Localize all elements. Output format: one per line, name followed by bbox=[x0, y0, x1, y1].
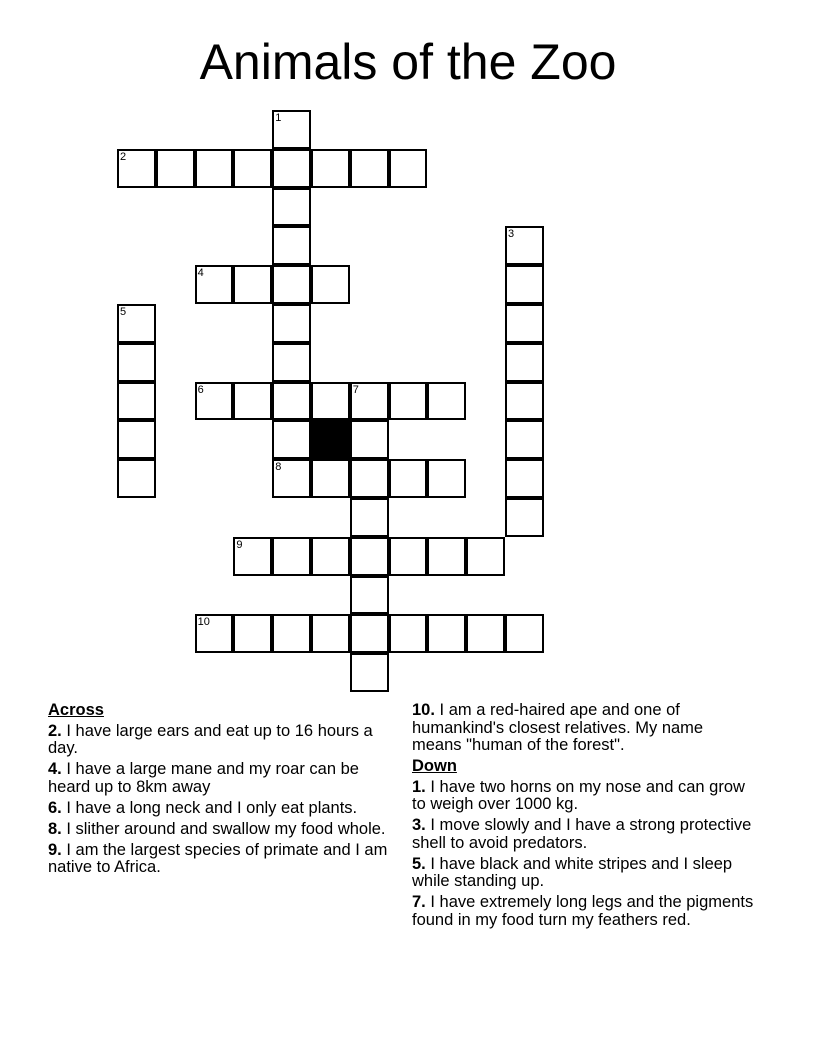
crossword-cell[interactable] bbox=[505, 226, 544, 265]
crossword-cell[interactable] bbox=[272, 382, 311, 421]
crossword-cell[interactable] bbox=[350, 420, 389, 459]
crossword-cell[interactable] bbox=[272, 149, 311, 188]
clue-text: I have a large mane and my roar can be heard up to 8km away bbox=[48, 760, 359, 796]
crossword-cell[interactable] bbox=[350, 149, 389, 188]
crossword-cell[interactable] bbox=[427, 537, 466, 576]
clue-text: I have extremely long legs and the pigments found in my food turn my feathers red. bbox=[412, 893, 754, 929]
clue-number: 9 bbox=[236, 538, 243, 551]
crossword-cell[interactable] bbox=[272, 343, 311, 382]
crossword-cell[interactable] bbox=[117, 343, 156, 382]
crossword-cell[interactable] bbox=[311, 614, 350, 653]
page-title: Animals of the Zoo bbox=[199, 34, 617, 90]
crossword-cell[interactable] bbox=[505, 265, 544, 304]
clue-number-label: 9. bbox=[48, 840, 62, 859]
crossword-cell[interactable] bbox=[389, 537, 428, 576]
crossword-cell[interactable] bbox=[272, 110, 311, 149]
clue-number: 7 bbox=[352, 383, 359, 396]
crossword-cell[interactable] bbox=[233, 382, 272, 421]
crossword-cell[interactable] bbox=[311, 459, 350, 498]
crossword-cell[interactable] bbox=[350, 576, 389, 615]
clues-right-column bbox=[412, 702, 757, 933]
clue bbox=[412, 856, 757, 891]
clue-number-label: 5. bbox=[412, 854, 426, 873]
crossword-cell[interactable] bbox=[195, 614, 234, 653]
crossword-cell[interactable] bbox=[505, 498, 544, 537]
down-clue-list bbox=[412, 779, 757, 930]
clue-text: I have black and white stripes and I sleep while standing up. bbox=[412, 854, 733, 890]
across-clue-list-continued bbox=[412, 702, 757, 755]
crossword-cell[interactable] bbox=[427, 459, 466, 498]
crossword-cell[interactable] bbox=[505, 614, 544, 653]
across-heading: Across bbox=[48, 701, 104, 719]
clue-number-label: 6. bbox=[48, 798, 62, 817]
crossword-cell[interactable] bbox=[272, 226, 311, 265]
black-square bbox=[311, 420, 350, 459]
crossword-cell[interactable] bbox=[311, 149, 350, 188]
crossword-cell[interactable] bbox=[427, 614, 466, 653]
crossword-cell[interactable] bbox=[233, 614, 272, 653]
clue bbox=[412, 702, 757, 755]
crossword-cell[interactable] bbox=[427, 382, 466, 421]
clue-text: I am a red-haired ape and one of humankind's closest relatives. My name means "human of the forest". bbox=[412, 701, 704, 754]
clue-number-label: 8. bbox=[48, 819, 62, 838]
crossword-cell[interactable] bbox=[117, 149, 156, 188]
clue bbox=[48, 761, 393, 796]
crossword-cell[interactable] bbox=[311, 382, 350, 421]
clue-text: I slither around and swallow my food whole. bbox=[61, 819, 386, 838]
clue-number-label: 2. bbox=[48, 721, 62, 740]
crossword-cell[interactable] bbox=[389, 382, 428, 421]
crossword-cell[interactable] bbox=[195, 265, 234, 304]
crossword-cell[interactable] bbox=[272, 459, 311, 498]
crossword-cell[interactable] bbox=[195, 382, 234, 421]
crossword-cell[interactable] bbox=[311, 537, 350, 576]
clue bbox=[48, 842, 393, 877]
crossword-cell[interactable] bbox=[350, 537, 389, 576]
clue-number-label: 10. bbox=[412, 701, 435, 719]
clue-number: 1 bbox=[275, 112, 282, 124]
crossword-cell[interactable] bbox=[350, 459, 389, 498]
clue bbox=[412, 894, 757, 929]
crossword-cell[interactable] bbox=[272, 265, 311, 304]
crossword-cell[interactable] bbox=[117, 420, 156, 459]
crossword-cell[interactable] bbox=[466, 614, 505, 653]
crossword-cell[interactable] bbox=[350, 382, 389, 421]
crossword-cell[interactable] bbox=[505, 382, 544, 421]
crossword-cell[interactable] bbox=[117, 304, 156, 343]
clue bbox=[412, 817, 757, 852]
crossword-cell[interactable] bbox=[272, 188, 311, 227]
crossword-cell[interactable] bbox=[117, 459, 156, 498]
clue bbox=[412, 779, 757, 814]
crossword-cell[interactable] bbox=[350, 653, 389, 692]
across-clue-list bbox=[48, 723, 393, 877]
clue-number: 4 bbox=[197, 267, 204, 280]
crossword-cell[interactable] bbox=[389, 614, 428, 653]
crossword-cell[interactable] bbox=[505, 459, 544, 498]
crossword-cell[interactable] bbox=[233, 149, 272, 188]
clue bbox=[48, 821, 393, 839]
clue-text: I move slowly and I have a strong protective shell to avoid predators. bbox=[412, 816, 752, 852]
crossword-cell[interactable] bbox=[505, 343, 544, 382]
crossword-cell[interactable] bbox=[389, 459, 428, 498]
clue-number-label: 3. bbox=[412, 816, 426, 834]
clue-text: I have a long neck and I only eat plants. bbox=[61, 798, 358, 817]
crossword-cell[interactable] bbox=[233, 537, 272, 576]
crossword-cell[interactable] bbox=[233, 265, 272, 304]
crossword-cell[interactable] bbox=[505, 304, 544, 343]
crossword-cell[interactable] bbox=[272, 304, 311, 343]
clue-number: 8 bbox=[275, 461, 282, 474]
crossword-cell[interactable] bbox=[350, 498, 389, 537]
crossword-cell[interactable] bbox=[272, 537, 311, 576]
crossword-cell[interactable] bbox=[195, 149, 234, 188]
down-heading: Down bbox=[412, 757, 457, 775]
crossword-cell[interactable] bbox=[505, 420, 544, 459]
clue bbox=[48, 800, 393, 818]
crossword-cell[interactable] bbox=[272, 614, 311, 653]
clue-number-label: 4. bbox=[48, 760, 62, 778]
clue-number: 10 bbox=[197, 616, 210, 629]
clue-number-label: 7. bbox=[412, 893, 426, 911]
clue-number: 3 bbox=[508, 228, 515, 241]
crossword-cell[interactable] bbox=[466, 537, 505, 576]
crossword-cell[interactable] bbox=[389, 149, 428, 188]
crossword-cell[interactable] bbox=[311, 265, 350, 304]
clue-text: I am the largest species of primate and I am native to Africa. bbox=[48, 840, 388, 876]
crossword-cell[interactable] bbox=[272, 420, 311, 459]
clues-left-column bbox=[48, 702, 393, 880]
crossword-cell[interactable] bbox=[117, 382, 156, 421]
clue-number: 5 bbox=[120, 306, 127, 318]
clue-number: 6 bbox=[197, 383, 204, 396]
crossword-cell[interactable] bbox=[350, 614, 389, 653]
crossword-cell[interactable] bbox=[156, 149, 195, 188]
clue-number-label: 1. bbox=[412, 777, 426, 796]
clue-text: I have two horns on my nose and can grow to weigh over 1000 kg. bbox=[412, 777, 745, 813]
clue-number: 2 bbox=[120, 150, 127, 163]
clue bbox=[48, 723, 393, 758]
clue-text: I have large ears and eat up to 16 hours a day. bbox=[48, 721, 373, 757]
